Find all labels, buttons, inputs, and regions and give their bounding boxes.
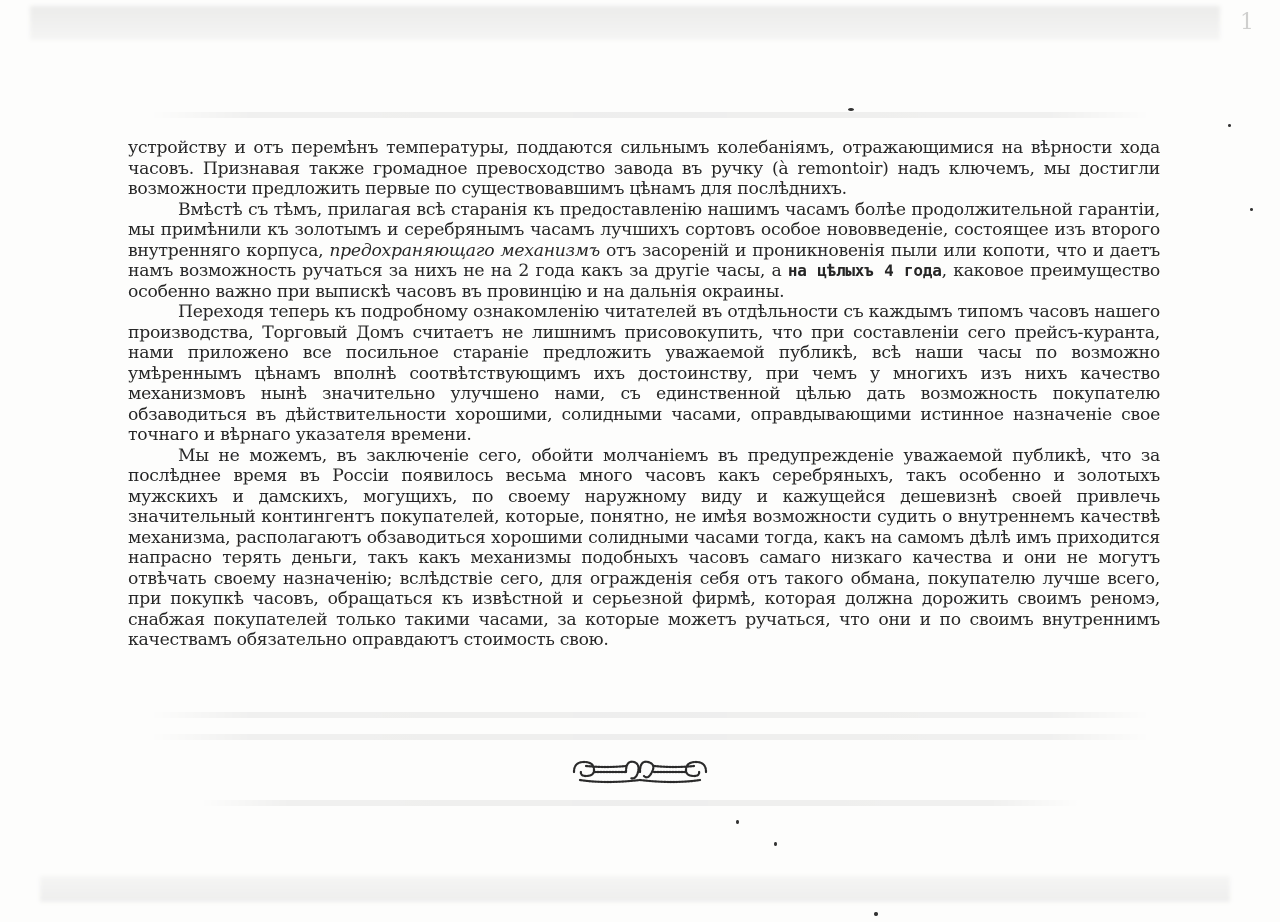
scan-shadow-top: [30, 6, 1220, 40]
scan-speck: [1228, 124, 1231, 127]
scan-speck: [774, 842, 777, 846]
scan-speck: [848, 108, 854, 111]
bleed-through-line: [200, 800, 1080, 806]
page-number: 1: [1240, 10, 1254, 35]
paragraph-4: [128, 446, 1160, 651]
decorative-scroll-ornament-icon: [566, 754, 714, 790]
bold-phrase: на цѣлыхъ 4 года: [787, 261, 942, 280]
text-segment: устройству и отъ перемѣнъ температуры, поддаются сильнымъ колебаніямъ, отражающимися на вѣрности хода часовъ. Признавая также громадное превосходство завода въ ручку (à remontoir) надъ ключемъ, мы достигли возможности предложить первые по существовавшимъ цѣнамъ для послѣднихъ.: [128, 138, 1160, 199]
text-segment: отъ засореній и проникновенія пыли или копоти, что и даетъ намъ возможность ручаться за нихъ не на 2 года какъ за другіе часы, а: [128, 240, 1160, 281]
bleed-through-line: [150, 712, 1150, 718]
paragraph-1: [128, 138, 1160, 200]
body-text: [128, 138, 1160, 651]
scan-shadow-bottom: [40, 876, 1230, 902]
paragraph-3: [128, 302, 1160, 446]
text-segment: Вмѣстѣ съ тѣмъ, прилагая всѣ старанія къ предоставленію нашимъ часамъ болѣе продолжительной гарантіи, мы примѣнили къ золотымъ и серебрянымъ часамъ лучшихъ сортовъ особое нововведеніе, состоящее изъ второго внутренняго корпуса,: [128, 199, 1160, 261]
italic-phrase: предохраняющаго механизмъ: [329, 240, 600, 261]
scan-speck: [874, 912, 878, 916]
text-segment: , каковое преимущество особенно важно при выпискѣ часовъ въ провинцію и на дальнія окраины.: [128, 261, 1161, 302]
scan-speck: [736, 820, 739, 824]
bleed-through-line: [150, 734, 1150, 740]
paragraph-2: [128, 200, 1160, 303]
text-segment: Переходя теперь къ подробному ознакомленію читателей въ отдѣльности съ каждымъ типомъ часовъ нашего производства, Торговый Домъ считаетъ не лишнимъ присовокупить, что при составленіи сего прейсъ-куранта, нами приложено все посильное стараніе предложить уважаемой публикѣ, всѣ наши часы по возможно умѣреннымъ цѣнамъ вполнѣ соотвѣтствующимъ ихъ достоинству, при чемъ у многихъ изъ нихъ качество механизмовъ нынѣ значительно улучшено нами, съ единственной цѣлью дать возможность покупателю обзаводиться въ дѣйствительности хорошими, солидными часами, оправдывающими истинное назначеніе свое точнаго и вѣрнаго указателя времени.: [128, 302, 1160, 445]
scan-speck: [1250, 208, 1253, 211]
text-segment: Мы не можемъ, въ заключеніе сего, обойти молчаніемъ въ предупрежденіе уважаемой публикѣ, что за послѣднее время въ Россіи появилось весьма много часовъ какъ серебряныхъ, такъ особенно и золотыхъ мужскихъ и дамскихъ, могущихъ, по своему наружному виду и кажущейся дешевизнѣ своей привлечь значительный контингентъ покупателей, которые, понятно, не имѣя возможности судить о внутреннемъ качествѣ механизма, располагаютъ обзаводиться хорошими солидными часами тогда, какъ на самомъ дѣлѣ имъ приходится напрасно терять деньги, такъ какъ механизмы подобныхъ часовъ самаго низкаго качества и они не могутъ отвѣчать своему назначенію; вслѣдствіе сего, для огражденія себя отъ такого обмана, покупателю лучше всего, при покупкѣ часовъ, обращаться къ извѣстной и серьезной фирмѣ, которая должна дорожить своимъ реномэ, снабжая покупателей только такими часами, за которые можетъ ручаться, что они и по своимъ внутреннимъ качествамъ обязательно оправдаютъ стоимость свою.: [128, 445, 1160, 650]
bleed-through-line: [150, 112, 1150, 118]
